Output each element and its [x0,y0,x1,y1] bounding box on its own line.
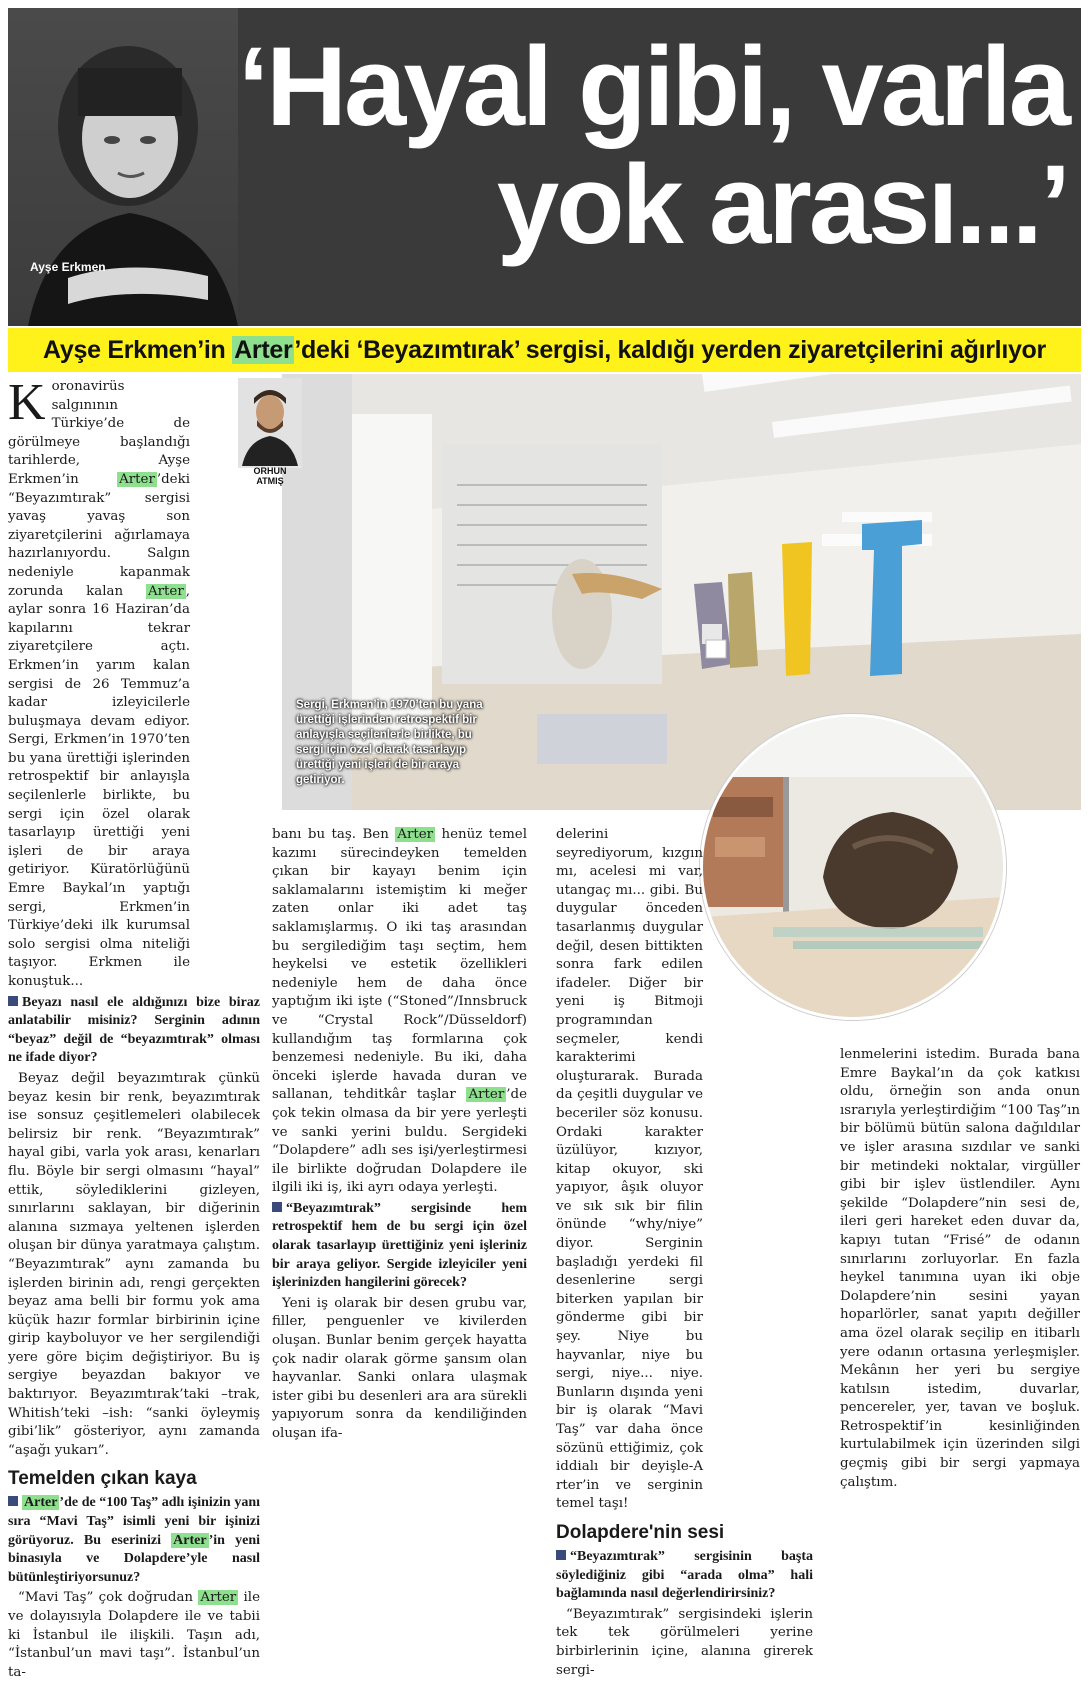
portrait-caption: Ayşe Erkmen [30,260,106,274]
section-heading-dolapdere: Dolapdere'nin sesi [556,1521,725,1543]
subhead [8,328,1081,372]
headline-line-2: yok arası...’ [496,142,1068,267]
answer-4-continued: lenmelerini istedim. Burada bana Emre Baykal’ın da çok katkısı oldu, örneğin son anda onun ısrarıyla yerleştirdiğim “100 Taş”ın bir bölümü bütün salona dağıldılar ve işler arasına sızdılar ve sanki bir metindeki noktalar, virgüller gibi bir işlev üstlendiler. Aynı şekilde “Dolapdere”nin sesi de, ileri geri hareket eden duvar da, kapıyı tutan “Frisé” de odanın sınırlarını zorluyorlar. En fazla heykel tanımına uyan iki obje Dolapdere’nin sesini yayan hoparlörler, sanat yapıtı değiller ama özel olarak seçilip en itibarlı yere odanın ortasına yerleşmişler. Mekânın her yeri bu sergiye katılsın istedim, duvarlar, pencereler, yer, tavan ve boşluk. Retrospektif’in kesinliğinden kurtulabilmek için üzerinden silgi geçmiş gibi bir sergi yapmaya çalıştım. [840,1047,1080,1490]
answer-3: Yeni iş olarak bir desen grubu var, filler, penguenler ve kivilerden oluşan. Bunlar benim gerçek hayatta çok nadir olarak görme şansım olan hayvanlar. Sanki onlara ulaşmak ister gibi bu desenleri ara ara sürekli yapıyorum sonra da kendiliğinden oluşan ifa- [272,1295,527,1441]
arter-highlight: Arter [147,583,184,599]
question-4-text: “Beyazımtırak” sergisinin başta söylediğiniz gibi “arada olma” hali bağlamında nasıl değerlendirirsiniz? [556,1548,813,1602]
intro-text-2: ’deki “Beyazımtırak” sergisi yavaş yavaş son ziyaretçilerini ağırlamaya hazırlanıyordu. Salgın nedeniyle kapanmak zorunda kalan [8,471,190,599]
bullet-square-icon [272,1202,282,1212]
answer-2-text: “Mavi Taş” çok doğrudan [18,1590,199,1606]
subhead-text-rest: ’deki ‘Beyazımtırak’ sergisi, kaldığı yerden ziyaretçilerini ağırlıyor [294,336,1046,364]
answer-3-continued: delerini seyrediyorum, kızgın mı, acelesi mi var, utangaç mı... gibi. Bu duygular önceden tasarlanmış duygular değil, desen bittikten sonra fark edilen ifadeler. Diğer bir yeni iş Bitmoji programından seçmeler, kendi karakterimi oluşturarak. Burada da çeşitli duygular ve beceriler söz konusu. Ordaki karakter üzülüyor, kızıyor, kitap okuyor, ski yapıyor, âşık oluyor ve sık sık bir filin önünde “why/niye” diyor. Serginin başladığı yerdeki fil desenlerine sergi biterken yapılan bir gönderme gibi bir şey. Niye bu hayvanlar, niye bu sergi, niye... niye. Bunların dışında yeni bir iş olarak “Mavi Taş” var daha önce sözünü ettiğimiz, çok iddialı bir deyişle-A rter’in ve serginin temel taşı! [556,827,703,1512]
answer-2 [8,1589,260,1682]
author-first-name: ORHUN [253,466,287,476]
question-2-text: ’de de “100 Taş” adlı işinizin yanı sıra “Mavi Taş” isimli yeni bir işinizi görüyoruz. Bu eserinizi [8,1495,260,1548]
column-2 [272,826,527,1446]
section-heading-temelden: Temelden çıkan kaya [8,1468,197,1490]
question-3 [272,1200,527,1293]
answer-4: “Beyazımtırak” sergisindeki işlerin tek tek görülmeleri yerine birbirlerinin içine, alanına girerek sergi- [556,1606,813,1678]
arter-highlight: Arter [397,827,434,842]
answer-1: Beyaz değil beyazımtırak çünkü beyaz kesin bir renk, beyazımtırak ise sonsuz çeşitlemeleri olabilecek belirsiz bir renk. “Beyazımtırak” hayal gibi, varla yok arası, kenarları flu. Böyle bir sergi olmasını “hayal” ettik, söylediklerini gizleyen, sınırlarını saklayan, bir diğerinin alanına sızmaya yeltenen işlerden oluşan bir dünya yaratmaya çalıştım. “Beyazımtırak” aynı zamanda bu işlerden birinin adı, rengi gerçekten beyaz ama belli bir formu yok ama küçük hazır formlar birbirinin içine girip kayboluyor ve her sergilendiği yere göre biçim değiştiriyor. Bu iş sergiye beyazdan bakıyor ve baktırıyor. Beyazımtırak’taki –trak, Whitish’teki –ish: “sanki öyleymiş gibi’lik” gösteriyor, aynı zamanda “aşağı yukarı”. [8,1070,260,1458]
question-2-text-end: ’in yeni binasıyla ve Dolapdere’yle nasıl bütünleştiriyorsunuz? [8,1532,260,1585]
headline [198,24,1068,267]
question-1 [8,994,260,1068]
question-1-text: Beyazı nasıl ele aldığınızı bize biraz anlatabilir misiniz? Serginin adının “beyaz” değil de “beyazımtırak” olması ne ifade diyor? [8,994,260,1066]
photo-caption: Sergi, Erkmen’in 1970’ten bu yana ürettiği işlerinden retrospektif bir anlayışla seçilenlerle birlikte, bu sergi için özel olarak tasarlayıp ürettiği yeni işleri de bir araya getiriyor. [296,699,483,786]
bullet-square-icon [556,1550,566,1560]
subhead-text: Ayşe Erkmen’in [43,336,233,364]
subhead-highlight: Arter [234,336,293,364]
arter-highlight: Arter [119,471,155,487]
bullet-square-icon [8,996,18,1006]
header-banner [8,8,1081,326]
answer-text-3: ’de çok tekin olmasa da bir yere yerleşti ve sanki yerini buldu. Sergideki “Dolapdere” adlı ses işi/yerleştirmesi ile birlikte doğrudan Dolapdere ile ilgili iki iş, iki ayrı odaya yerleşti. [272,1087,527,1196]
drop-cap: K [8,374,46,431]
answer-2-text-end: ile ve dolayısıyla Dolapdere ile ve tabii ki İstanbul ile ilişkili. Taşın adı, “İstanbul’un mavi taşı”. İstanbul’un ta- [8,1590,261,1680]
arter-highlight: Arter [468,1087,505,1103]
answer-text: banı bu taş. Ben [272,827,396,842]
arter-highlight: Arter [24,1495,58,1511]
author-last-name: ATMIŞ [256,476,284,486]
column-1 [8,374,261,1684]
arter-highlight: Arter [173,1532,207,1548]
column-3 [556,826,813,1682]
question-3-text: “Beyazımtırak” sergisinde hem retrospektif hem de bu sergi için özel olarak tasarlayıp ürettiğiniz yeni işleriniz bir araya geliyor. Sergide izleyiciler yeni işlerinizden hangilerini görecek? [272,1200,527,1291]
question-2 [8,1494,260,1587]
intro-text: oronavirüs salgınının Türkiye’de de görülmeye başlandığı tarihlerde, Ayşe Erkmen’in [8,379,190,487]
intro-paragraph [8,374,260,992]
answer-2-continued [272,826,527,1198]
intro-text-3: , aylar sonra 16 Haziran’da kapılarını tekrar ziyaretçilere açtı. Erkmen’in yarım kalan sergisi de 26 Temmuz’a kadar izleyicilerle buluşmaya devam ediyor. Sergi, Erkmen’in 1970’ten bu yana ürettiği işlerinden retrospektif bir anlayışla seçilenlerle birlikte, bu sergi için özel olarak tasarlayıp ürettiği yeni işleri de bir araya getiriyor. Küratörlüğünü Emre Baykal’ın yaptığı sergi, Erkmen’in Türkiye’deki ilk kurumsal solo sergisi olma niteliği taşıyor. Erkmen ile konuştuk... [8,583,190,989]
answer-text-2: henüz temel kazımı sürecindeyken temelden çıkan bir kayayı benim için saklamalarını istemiştim ki meğer zaten onlar iki adet taş saklamışlarmış. O iki taş arasından bu sergilediğim taşı seçtim, hem heykelsi ve estetik özellikleri nedeniyle hem de daha önce yaptığım iki işte (“Stoned”/Innsbruck ve “Crystal Rock”/Düsseldorf) kullandığım taş formlarına çok benzemesi nedeniyle. Bu iki, daha önceki işlerde havada duran ve sallanan, tehditkâr taşlar [272,827,527,1103]
arter-highlight: Arter [200,1590,237,1606]
question-4 [556,1548,813,1604]
column-4 [840,1046,1080,1494]
headline-line-1: ‘Hayal gibi, varla [238,24,1068,149]
bullet-square-icon [8,1496,18,1506]
